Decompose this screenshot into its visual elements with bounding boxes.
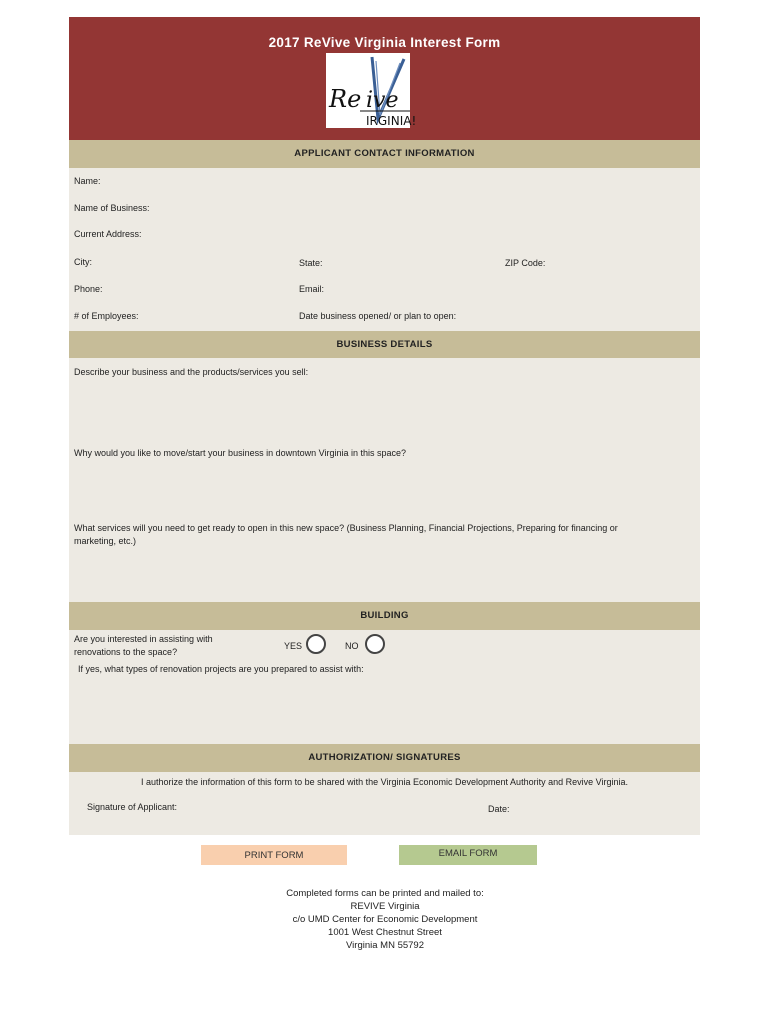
yes-radio[interactable] — [306, 634, 326, 654]
date-opened-label: Date business opened/ or plan to open: — [299, 311, 457, 321]
no-radio[interactable] — [365, 634, 385, 654]
phone-label: Phone: — [74, 284, 103, 294]
contact-section-heading: APPLICANT CONTACT INFORMATION — [69, 140, 700, 168]
business-section-heading: BUSINESS DETAILS — [69, 331, 700, 358]
email-label: Email: — [299, 284, 325, 294]
yes-label: YES — [284, 641, 303, 651]
revive-virginia-logo — [326, 53, 417, 128]
footer-line-2: REVIVE Virginia — [350, 901, 420, 912]
form-header — [69, 17, 700, 140]
describe-business-question: Describe your business and the products/services you sell: — [74, 367, 309, 377]
renovation-question-line1: Are you interested in assisting with — [74, 634, 213, 644]
signature-label: Signature of Applicant: — [87, 802, 178, 812]
city-label: City: — [74, 257, 92, 267]
print-form-button[interactable]: PRINT FORM — [201, 845, 347, 865]
name-label: Name: — [74, 176, 101, 186]
building-section-heading: BUILDING — [69, 602, 700, 630]
email-form-button[interactable]: EMAIL FORM — [399, 845, 537, 865]
date-label: Date: — [488, 804, 510, 814]
footer-line-3: c/o UMD Center for Economic Development — [292, 914, 478, 925]
svg-text:Re: Re — [329, 85, 362, 113]
renovation-followup-question: If yes, what types of renovation projects are you prepared to assist with: — [78, 664, 364, 674]
current-address-label: Current Address: — [74, 229, 142, 239]
why-move-question: Why would you like to move/start your business in downtown Virginia in this space? — [74, 448, 406, 458]
zip-code-label: ZIP Code: — [505, 258, 546, 268]
renovation-question-line2: renovations to the space? — [74, 647, 178, 657]
footer-line-1: Completed forms can be printed and mailed to: — [286, 888, 484, 899]
svg-text:IRGINIA!: IRGINIA! — [366, 114, 417, 128]
interest-form — [69, 17, 700, 835]
mailing-instructions — [150, 887, 620, 952]
services-question-line1: What services will you need to get ready to open in this new space? (Business Planning, Financial Projections, Preparing for financing or — [74, 523, 618, 533]
business-name-label: Name of Business: — [74, 203, 150, 213]
authorization-statement: I authorize the information of this form to be shared with the Virginia Economic Development Authority and Revive Virginia. — [141, 777, 628, 787]
footer-line-4: 1001 West Chestnut Street — [328, 927, 442, 938]
services-question-line2: marketing, etc.) — [74, 536, 137, 546]
employees-label: # of Employees: — [74, 311, 139, 321]
no-label: NO — [345, 641, 359, 651]
svg-text:ive: ive — [366, 88, 399, 113]
form-title: 2017 ReVive Virginia Interest Form — [268, 35, 501, 50]
state-label: State: — [299, 258, 323, 268]
footer-line-5: Virginia MN 55792 — [346, 940, 424, 951]
authorization-section-heading: AUTHORIZATION/ SIGNATURES — [69, 744, 700, 772]
